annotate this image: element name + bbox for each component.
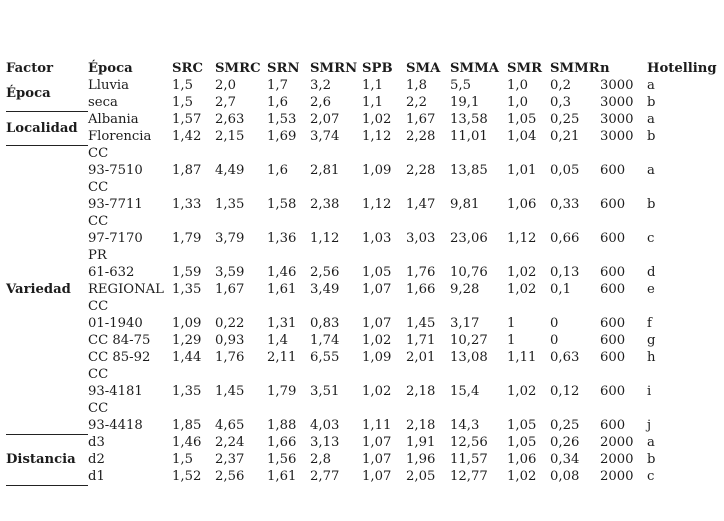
value-cell: 1,02 xyxy=(507,265,537,280)
value-cell: 1,35 xyxy=(172,282,202,297)
value-cell: 0,05 xyxy=(550,163,580,178)
value-cell: 10,27 xyxy=(450,333,488,348)
value-cell: 1,4 xyxy=(267,333,288,348)
level-label: Florencia xyxy=(88,129,152,144)
value-cell: 0,13 xyxy=(550,265,580,280)
level-label: 01-1940 xyxy=(88,316,143,331)
value-cell: 2,28 xyxy=(406,129,436,144)
value-cell: 2,01 xyxy=(406,350,436,365)
header-smrc: SMRC xyxy=(215,61,261,76)
value-cell: 600 xyxy=(600,197,626,212)
table-body xyxy=(6,77,719,485)
value-cell: 1,6 xyxy=(267,95,288,110)
value-cell: f xyxy=(647,316,652,331)
value-cell: 2,37 xyxy=(215,452,245,467)
value-cell: 1,87 xyxy=(172,163,202,178)
level-label: 93-7711 xyxy=(88,197,143,212)
value-cell: 1,31 xyxy=(267,316,297,331)
table-row xyxy=(6,128,719,145)
value-cell: 600 xyxy=(600,163,626,178)
table-row xyxy=(6,94,719,111)
value-cell: 3,17 xyxy=(450,316,480,331)
value-cell: 2,56 xyxy=(215,469,245,484)
value-cell: e xyxy=(647,282,655,297)
value-cell: 13,08 xyxy=(450,350,488,365)
level-cell xyxy=(88,77,172,94)
value-cell: 1,06 xyxy=(507,452,537,467)
value-cell: 23,06 xyxy=(450,231,488,246)
value-cell: 0,25 xyxy=(550,418,580,433)
value-cell: 1,44 xyxy=(172,350,202,365)
value-cell: 1,69 xyxy=(267,129,297,144)
value-cell: h xyxy=(647,350,656,365)
value-cell: 14,3 xyxy=(450,418,480,433)
level-cell xyxy=(88,247,172,281)
value-cell: 600 xyxy=(600,384,626,399)
value-cell: 0 xyxy=(550,333,559,348)
table-row xyxy=(6,400,719,434)
level-label: CC xyxy=(88,146,109,161)
value-cell: 1,5 xyxy=(172,78,193,93)
level-cell xyxy=(88,434,172,451)
value-cell: 9,81 xyxy=(450,197,480,212)
header-factor: Factor xyxy=(6,61,54,76)
value-cell: i xyxy=(647,384,652,399)
value-cell: 3,13 xyxy=(310,435,340,450)
level-label: CC 85-92 xyxy=(88,350,151,365)
value-cell: 1,67 xyxy=(215,282,245,297)
header-smma: SMMA xyxy=(450,61,499,76)
value-cell: 1,35 xyxy=(172,384,202,399)
value-cell: 0,25 xyxy=(550,112,580,127)
header-spb: SPB xyxy=(362,61,393,76)
value-cell: 12,77 xyxy=(450,469,488,484)
value-cell: 1,05 xyxy=(507,112,537,127)
value-cell: 1,0 xyxy=(507,95,528,110)
level-label: 93-4181 xyxy=(88,384,143,399)
value-cell: 3000 xyxy=(600,112,634,127)
value-cell: 3,59 xyxy=(215,265,245,280)
level-label: 61-632 xyxy=(88,265,135,280)
value-cell: 600 xyxy=(600,282,626,297)
value-cell: 0,66 xyxy=(550,231,580,246)
value-cell: 2,0 xyxy=(215,78,236,93)
value-cell: 1,42 xyxy=(172,129,202,144)
value-cell: 1 xyxy=(507,316,516,331)
value-cell: 1,88 xyxy=(267,418,297,433)
value-cell: 2000 xyxy=(600,452,634,467)
table-row xyxy=(6,298,719,332)
value-cell: 2,2 xyxy=(406,95,427,110)
table-row xyxy=(6,451,719,468)
value-cell: 1,61 xyxy=(267,469,297,484)
results-table xyxy=(6,59,719,486)
level-label: seca xyxy=(88,95,118,110)
level-cell xyxy=(88,94,172,111)
level-cell xyxy=(88,451,172,468)
value-cell: a xyxy=(647,78,655,93)
value-cell: 1,76 xyxy=(406,265,436,280)
value-cell: b xyxy=(647,129,656,144)
table-row xyxy=(6,247,719,281)
value-cell: 1 xyxy=(507,333,516,348)
factor-label: Época xyxy=(6,77,88,111)
value-cell: 4,49 xyxy=(215,163,245,178)
value-cell: 600 xyxy=(600,231,626,246)
value-cell: 1,91 xyxy=(406,435,436,450)
value-cell: 5,5 xyxy=(450,78,471,93)
value-cell: 2,15 xyxy=(215,129,245,144)
header-smmr: SMMR xyxy=(550,61,600,76)
value-cell: 1,45 xyxy=(406,316,436,331)
level-label: 93-4418 xyxy=(88,418,143,433)
value-cell: 2,28 xyxy=(406,163,436,178)
level-label: CC xyxy=(88,299,109,314)
value-cell: 2,11 xyxy=(267,350,297,365)
value-cell: 1,02 xyxy=(507,384,537,399)
value-cell: 1,53 xyxy=(267,112,297,127)
value-cell: 1,11 xyxy=(507,350,537,365)
value-cell: 2000 xyxy=(600,469,634,484)
value-cell: 2,7 xyxy=(215,95,236,110)
value-cell: 1,59 xyxy=(172,265,202,280)
level-cell xyxy=(88,111,172,128)
value-cell: 1,66 xyxy=(406,282,436,297)
value-cell: 1,85 xyxy=(172,418,202,433)
value-cell: 1,36 xyxy=(267,231,297,246)
value-cell: 1,47 xyxy=(406,197,436,212)
value-cell: 0,08 xyxy=(550,469,580,484)
value-cell: 3,51 xyxy=(310,384,340,399)
value-cell: 0,2 xyxy=(550,78,571,93)
value-cell: 1,09 xyxy=(362,350,392,365)
value-cell: 0,26 xyxy=(550,435,580,450)
level-cell xyxy=(88,349,172,366)
value-cell: 1,04 xyxy=(507,129,537,144)
value-cell: 2,6 xyxy=(310,95,331,110)
value-cell: 4,65 xyxy=(215,418,245,433)
value-cell: 1,07 xyxy=(362,316,392,331)
value-cell: b xyxy=(647,452,656,467)
value-cell: c xyxy=(647,469,655,484)
table-row xyxy=(6,281,719,298)
value-cell: 1,02 xyxy=(507,469,537,484)
value-cell: 1,07 xyxy=(362,452,392,467)
value-cell: 1,06 xyxy=(507,197,537,212)
value-cell: 2,07 xyxy=(310,112,340,127)
value-cell: 3,49 xyxy=(310,282,340,297)
level-label: 97-7170 xyxy=(88,231,143,246)
level-label: d2 xyxy=(88,452,105,467)
level-cell xyxy=(88,213,172,247)
value-cell: 1,0 xyxy=(507,78,528,93)
value-cell: 1,1 xyxy=(362,95,383,110)
value-cell: 3000 xyxy=(600,95,634,110)
value-cell: 2,24 xyxy=(215,435,245,450)
value-cell: 0,3 xyxy=(550,95,571,110)
value-cell: 0,63 xyxy=(550,350,580,365)
value-cell: 9,28 xyxy=(450,282,480,297)
value-cell: 1,02 xyxy=(507,282,537,297)
value-cell: 6,55 xyxy=(310,350,340,365)
value-cell: 0,93 xyxy=(215,333,245,348)
value-cell: a xyxy=(647,112,655,127)
value-cell: 0,1 xyxy=(550,282,571,297)
table-row xyxy=(6,434,719,451)
value-cell: a xyxy=(647,163,655,178)
value-cell: 0,22 xyxy=(215,316,245,331)
value-cell: 2,77 xyxy=(310,469,340,484)
header-srn: SRN xyxy=(267,61,300,76)
level-cell xyxy=(88,332,172,349)
value-cell: 600 xyxy=(600,316,626,331)
value-cell: 1,56 xyxy=(267,452,297,467)
value-cell: 1,5 xyxy=(172,452,193,467)
value-cell: 1,61 xyxy=(267,282,297,297)
value-cell: 1,8 xyxy=(406,78,427,93)
value-cell: b xyxy=(647,197,656,212)
value-cell: 1,96 xyxy=(406,452,436,467)
value-cell: d xyxy=(647,265,656,280)
value-cell: 600 xyxy=(600,350,626,365)
value-cell: 1,02 xyxy=(362,112,392,127)
value-cell: 2000 xyxy=(600,435,634,450)
value-cell: 2,81 xyxy=(310,163,340,178)
value-cell: 1,05 xyxy=(507,435,537,450)
header-row xyxy=(6,59,719,77)
value-cell: a xyxy=(647,435,655,450)
factor-label: Localidad xyxy=(6,111,88,145)
value-cell: j xyxy=(647,418,652,433)
value-cell: 1,67 xyxy=(406,112,436,127)
level-label: CC xyxy=(88,367,109,382)
header-smrn: SMRN xyxy=(310,61,358,76)
value-cell: 1,09 xyxy=(172,316,202,331)
value-cell: 15,4 xyxy=(450,384,480,399)
value-cell: 0,33 xyxy=(550,197,580,212)
value-cell: 2,8 xyxy=(310,452,331,467)
value-cell: 1,02 xyxy=(362,333,392,348)
table-row xyxy=(6,179,719,213)
value-cell: 1,52 xyxy=(172,469,202,484)
value-cell: 1,01 xyxy=(507,163,537,178)
value-cell: 1,35 xyxy=(215,197,245,212)
value-cell: 1,6 xyxy=(267,163,288,178)
value-cell: g xyxy=(647,333,656,348)
value-cell: 1,57 xyxy=(172,112,202,127)
value-cell: 1,74 xyxy=(310,333,340,348)
value-cell: 1,12 xyxy=(362,197,392,212)
value-cell: 1,71 xyxy=(406,333,436,348)
header-n: n xyxy=(600,61,610,76)
level-label: CC xyxy=(88,214,109,229)
value-cell: 13,58 xyxy=(450,112,488,127)
value-cell: 11,01 xyxy=(450,129,488,144)
value-cell: 1,05 xyxy=(507,418,537,433)
header-sma: SMA xyxy=(406,61,441,76)
header-hotelling: Hotelling xyxy=(647,61,717,76)
value-cell: 12,56 xyxy=(450,435,488,450)
value-cell: 1,79 xyxy=(267,384,297,399)
value-cell: 2,38 xyxy=(310,197,340,212)
level-label: d1 xyxy=(88,469,105,484)
level-label: PR xyxy=(88,248,107,263)
level-cell xyxy=(88,468,172,485)
value-cell: 2,18 xyxy=(406,384,436,399)
value-cell: 1,58 xyxy=(267,197,297,212)
level-label: Lluvia xyxy=(88,78,129,93)
value-cell: 1,07 xyxy=(362,282,392,297)
value-cell: 600 xyxy=(600,333,626,348)
table-row xyxy=(6,349,719,366)
value-cell: 1,46 xyxy=(172,435,202,450)
level-label: CC 84-75 xyxy=(88,333,151,348)
level-label: CC xyxy=(88,180,109,195)
value-cell: 3000 xyxy=(600,129,634,144)
value-cell: 1,33 xyxy=(172,197,202,212)
level-cell xyxy=(88,179,172,213)
table-row xyxy=(6,366,719,400)
value-cell: 1,05 xyxy=(362,265,392,280)
value-cell: 1,46 xyxy=(267,265,297,280)
table-row xyxy=(6,213,719,247)
level-label: Albania xyxy=(88,112,139,127)
value-cell: 1,66 xyxy=(267,435,297,450)
value-cell: 3000 xyxy=(600,78,634,93)
value-cell: 1,09 xyxy=(362,163,392,178)
value-cell: 1,12 xyxy=(507,231,537,246)
level-cell xyxy=(88,281,172,298)
value-cell: b xyxy=(647,95,656,110)
level-cell xyxy=(88,145,172,179)
value-cell: 0,83 xyxy=(310,316,340,331)
value-cell: 600 xyxy=(600,418,626,433)
value-cell: 0,21 xyxy=(550,129,580,144)
level-label: REGIONAL xyxy=(88,282,164,297)
value-cell: 19,1 xyxy=(450,95,480,110)
value-cell: 1,7 xyxy=(267,78,288,93)
table-row xyxy=(6,111,719,128)
value-cell: 1,03 xyxy=(362,231,392,246)
value-cell: 3,03 xyxy=(406,231,436,246)
value-cell: 3,79 xyxy=(215,231,245,246)
value-cell: c xyxy=(647,231,655,246)
value-cell: 1,76 xyxy=(215,350,245,365)
value-cell: 1,1 xyxy=(362,78,383,93)
value-cell: 0,12 xyxy=(550,384,580,399)
value-cell: 2,63 xyxy=(215,112,245,127)
level-cell xyxy=(88,400,172,434)
level-cell xyxy=(88,298,172,332)
table-row xyxy=(6,332,719,349)
value-cell: 0,34 xyxy=(550,452,580,467)
header-smr: SMR xyxy=(507,61,543,76)
value-cell: 4,03 xyxy=(310,418,340,433)
value-cell: 1,79 xyxy=(172,231,202,246)
header-epoca: Época xyxy=(88,61,133,76)
value-cell: 2,56 xyxy=(310,265,340,280)
table-row xyxy=(6,468,719,485)
value-cell: 3,2 xyxy=(310,78,331,93)
table-row xyxy=(6,77,719,94)
value-cell: 1,45 xyxy=(215,384,245,399)
level-label: d3 xyxy=(88,435,105,450)
level-label: CC xyxy=(88,401,109,416)
level-cell xyxy=(88,128,172,145)
value-cell: 1,29 xyxy=(172,333,202,348)
factor-label: Distancia xyxy=(6,434,88,485)
value-cell: 1,12 xyxy=(362,129,392,144)
value-cell: 600 xyxy=(600,265,626,280)
value-cell: 1,07 xyxy=(362,469,392,484)
table-row xyxy=(6,145,719,179)
value-cell: 2,18 xyxy=(406,418,436,433)
level-cell xyxy=(88,366,172,400)
factor-label: Variedad xyxy=(6,145,88,434)
value-cell: 1,12 xyxy=(310,231,340,246)
header-src: SRC xyxy=(172,61,203,76)
value-cell: 1,07 xyxy=(362,435,392,450)
value-cell: 1,02 xyxy=(362,384,392,399)
value-cell: 11,57 xyxy=(450,452,488,467)
value-cell: 2,05 xyxy=(406,469,436,484)
value-cell: 3,74 xyxy=(310,129,340,144)
level-label: 93-7510 xyxy=(88,163,143,178)
value-cell: 0 xyxy=(550,316,559,331)
value-cell: 13,85 xyxy=(450,163,488,178)
value-cell: 1,11 xyxy=(362,418,392,433)
value-cell: 10,76 xyxy=(450,265,488,280)
value-cell: 1,5 xyxy=(172,95,193,110)
